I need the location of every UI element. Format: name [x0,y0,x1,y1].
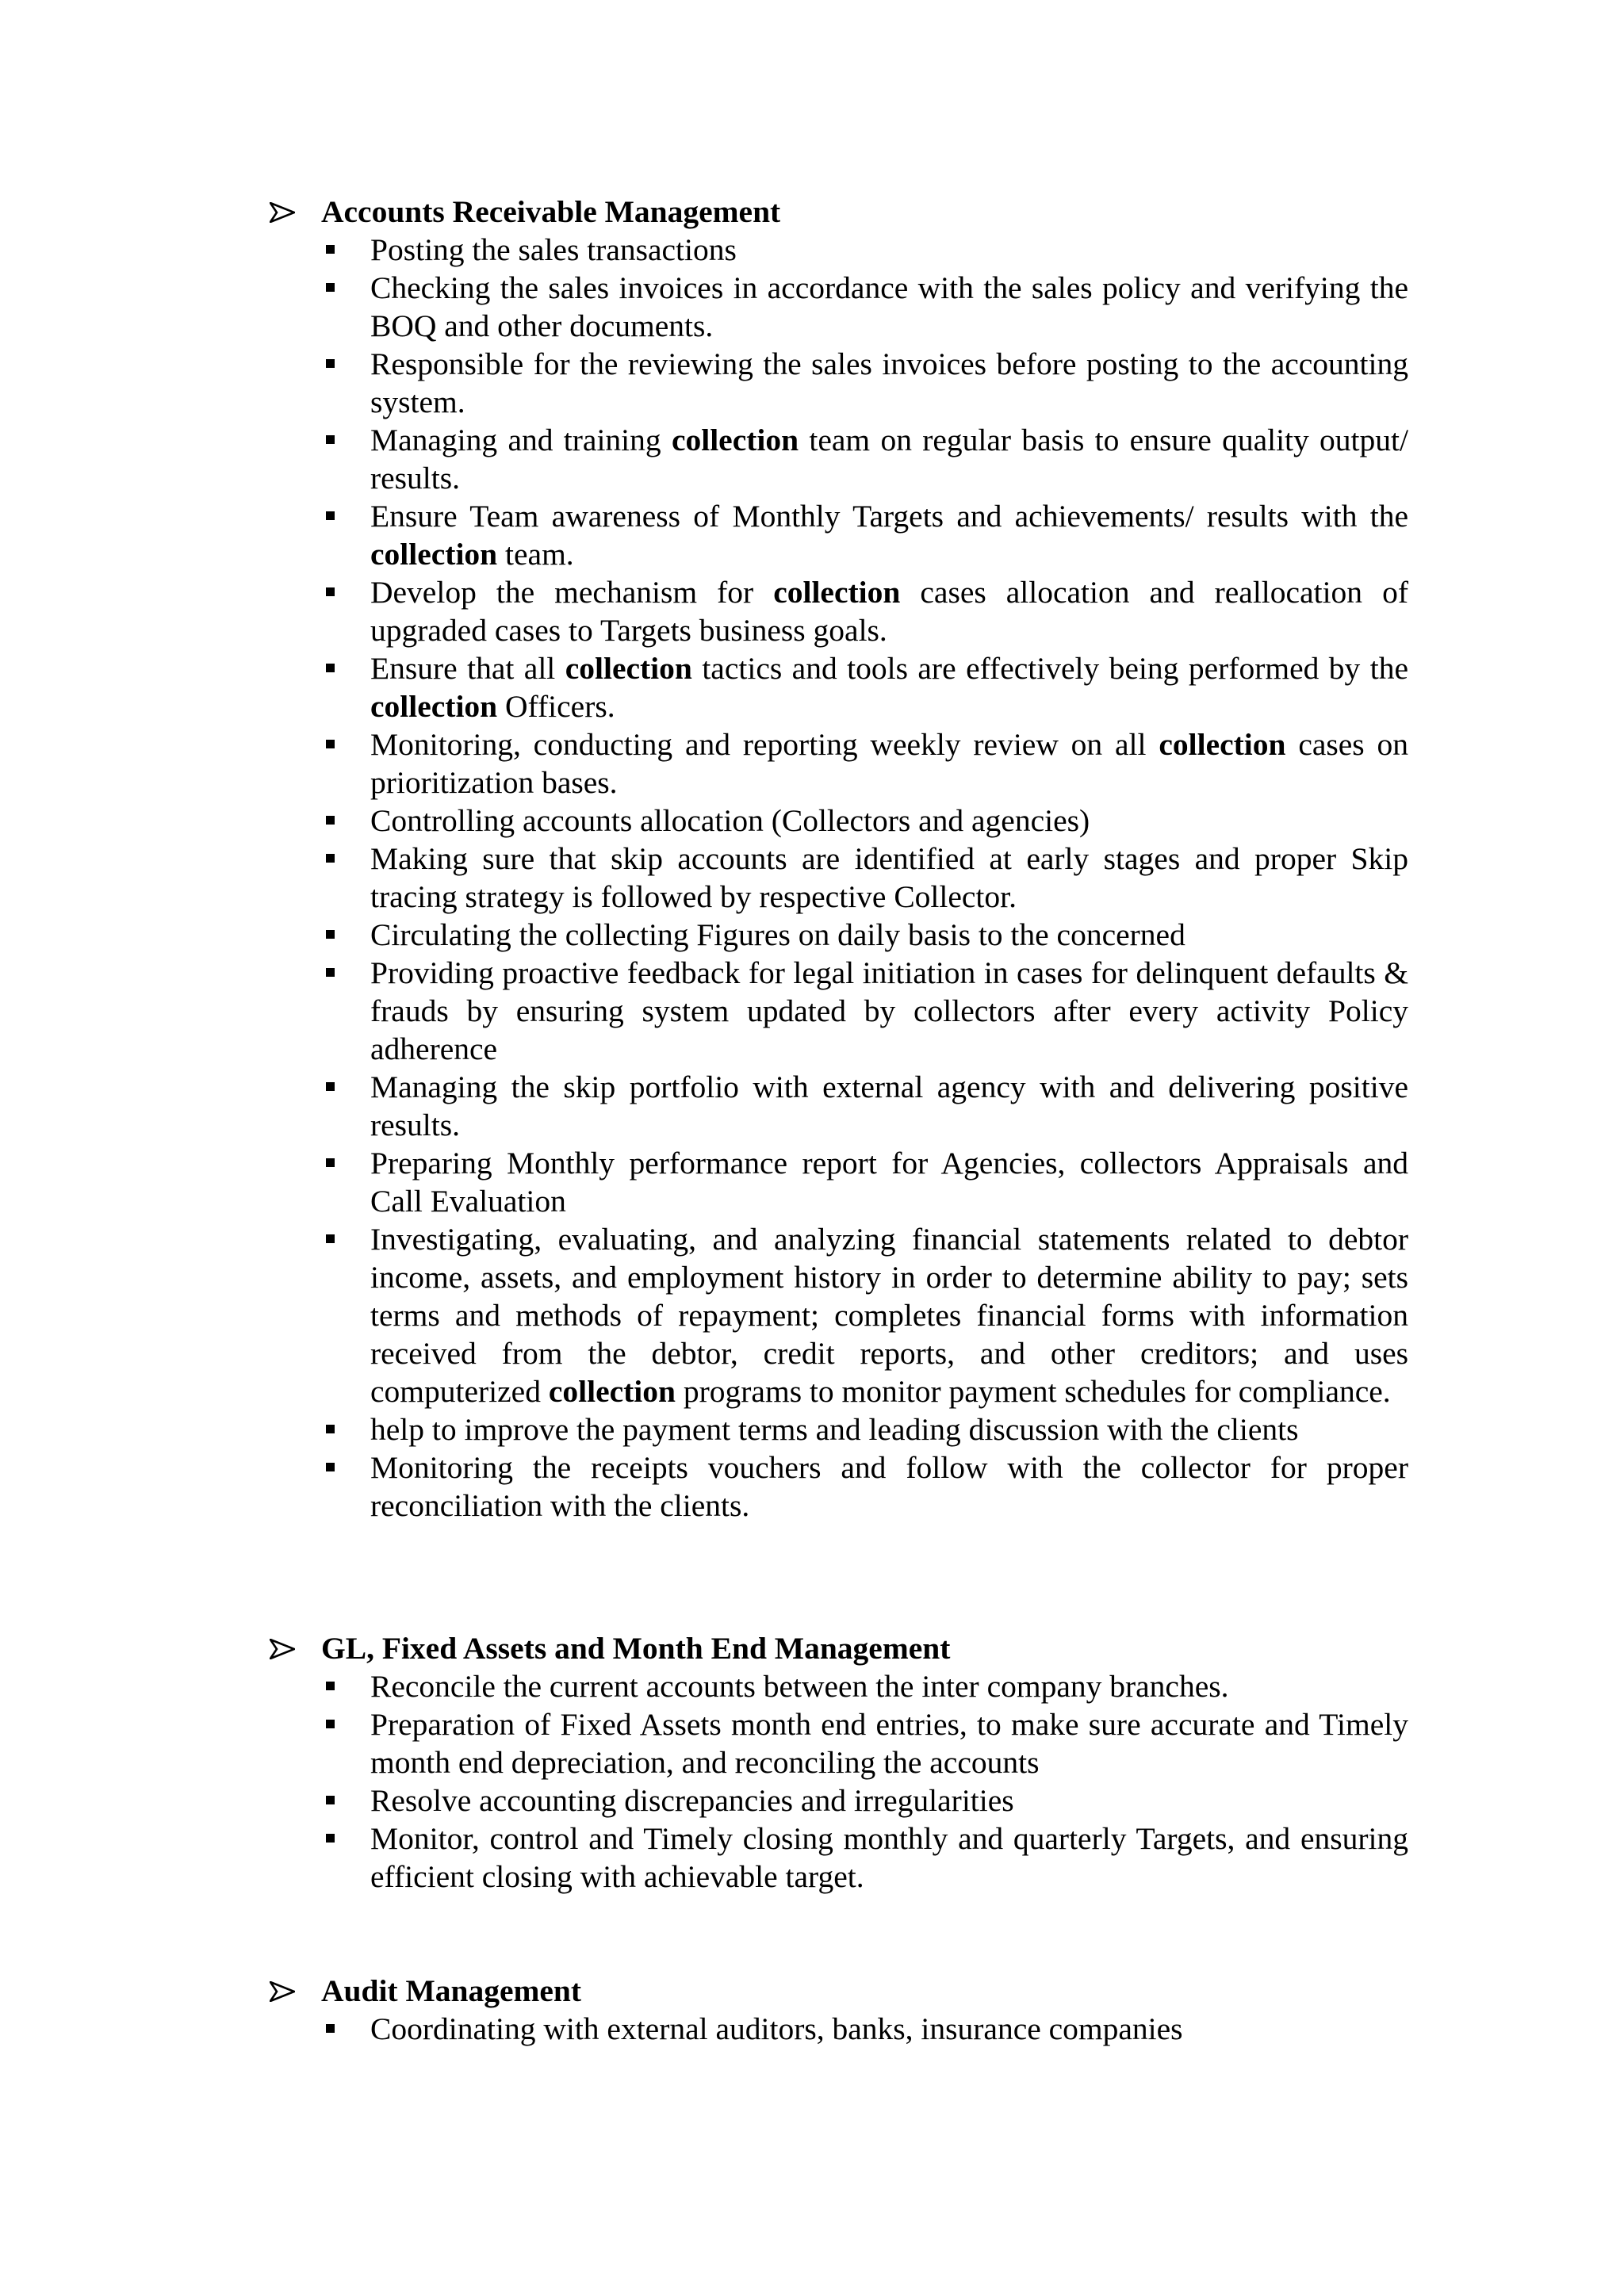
item-text: Posting the sales transactions [370,232,737,267]
item-text: Circulating the collecting Figures on daily basis to the concerned [370,917,1185,952]
square-bullet-icon [326,1158,335,1167]
bold-term: collection [370,689,498,724]
square-bullet-icon [326,854,335,863]
item-text: Managing the skip portfolio with external agency with and delivering positive results. [370,1070,1408,1142]
section-heading [270,1972,1408,2010]
list-item [270,1410,1408,1448]
item-text: Providing proactive feedback for legal initiation in cases for delinquent defaults & frauds by ensuring system updated by collectors after every activity Policy adherence [370,955,1408,1066]
list-item [270,421,1408,497]
bold-term: collection [773,575,901,610]
list-item [270,1667,1408,1705]
bold-term: collection [565,651,692,686]
list-item [270,1448,1408,1525]
section-heading-text: GL, Fixed Assets and Month End Management [321,1631,951,1666]
item-text: tactics and tools are effectively being performed by the [691,651,1408,686]
bold-term: collection [1159,727,1286,762]
item-text: Preparation of Fixed Assets month end entries, to make sure accurate and Timely month end depreciation, and reconciling the accounts [370,1707,1408,1780]
list-item [270,1068,1408,1144]
square-bullet-icon [326,1082,335,1091]
list-item [270,649,1408,725]
item-text: Monitor, control and Timely closing monthly and quarterly Targets, and ensuring efficient closing with achievable target. [370,1821,1408,1894]
square-bullet-icon [326,359,335,368]
list-item [270,1781,1408,1820]
list-item [270,802,1408,840]
square-bullet-icon [326,1463,335,1471]
list-item [270,497,1408,573]
list-item [270,231,1408,269]
list-item [270,725,1408,802]
item-text: Investigating, evaluating, and analyzing financial statements related to debtor income, assets, and employment history in order to determine ability to pay; sets terms and methods of repayment; completes financial forms with information received from the debtor, credit reports, and other creditors; and uses computerized [370,1222,1408,1409]
list-item [270,1144,1408,1220]
list-item [270,1705,1408,1781]
section-heading [270,193,1408,231]
section-heading [270,1629,1408,1667]
arrow-bullet-icon [270,202,295,223]
arrow-bullet-icon [270,1981,295,2002]
square-bullet-icon [326,1425,335,1433]
item-text: Coordinating with external auditors, banks, insurance companies [370,2011,1183,2046]
item-text: Preparing Monthly performance report for Agencies, collectors Appraisals and Call Evaluation [370,1146,1408,1219]
item-text: cases on prioritization bases. [370,727,1409,800]
list-item [270,2010,1408,2048]
list-item [270,345,1408,421]
bullet-list [270,2010,1408,2048]
item-text: Monitoring the receipts vouchers and follow with the collector for proper reconciliation with the clients. [370,1450,1408,1523]
bullet-list [270,231,1408,1525]
square-bullet-icon [326,930,335,939]
square-bullet-icon [326,816,335,825]
square-bullet-icon [326,2024,335,2033]
square-bullet-icon [326,1682,335,1690]
list-item [270,916,1408,954]
square-bullet-icon [326,1234,335,1243]
item-text: Managing and training [370,423,672,457]
item-text: Develop the mechanism for [370,575,774,610]
square-bullet-icon [326,283,335,292]
item-text: cases allocation and reallocation of upgraded cases to Targets business goals. [370,575,1408,648]
section-audit-management [270,1972,1408,2048]
square-bullet-icon [326,511,335,520]
arrow-bullet-icon [270,1639,295,1659]
item-text: team on regular basis to ensure quality output/ results. [370,423,1408,496]
item-text: Resolve accounting discrepancies and irregularities [370,1783,1014,1818]
square-bullet-icon [326,587,335,596]
item-text: Controlling accounts allocation (Collectors and agencies) [370,803,1090,838]
item-text: programs to monitor payment schedules for compliance. [676,1374,1391,1409]
section-accounts-receivable [270,193,1408,1525]
square-bullet-icon [326,245,335,254]
item-text: Ensure that all [370,651,565,686]
list-item [270,840,1408,916]
item-text: Checking the sales invoices in accordance with the sales policy and verifying the BOQ and other documents. [370,270,1408,343]
bold-term: collection [671,423,799,457]
list-item [270,1820,1408,1896]
item-text: help to improve the payment terms and leading discussion with the clients [370,1412,1299,1447]
item-text: Monitoring, conducting and reporting weekly review on all [370,727,1159,762]
item-text: Making sure that skip accounts are identified at early stages and proper Skip tracing strategy is followed by respective Collector. [370,841,1408,914]
item-text: Reconcile the current accounts between the inter company branches. [370,1669,1229,1704]
square-bullet-icon [326,664,335,672]
bold-term: collection [370,537,498,572]
list-item [270,269,1408,345]
item-text: Officers. [497,689,615,724]
section-gl-fixed-assets [270,1629,1408,1896]
item-text: Ensure Team awareness of Monthly Targets and achievements/ results with the [370,499,1408,534]
square-bullet-icon [326,740,335,748]
square-bullet-icon [326,435,335,444]
item-text: team. [497,537,574,572]
bold-term: collection [548,1374,676,1409]
section-heading-text: Accounts Receivable Management [321,194,781,229]
square-bullet-icon [326,1796,335,1804]
square-bullet-icon [326,1720,335,1728]
list-item [270,954,1408,1068]
list-item [270,1220,1408,1410]
square-bullet-icon [326,968,335,977]
square-bullet-icon [326,1834,335,1843]
item-text: Responsible for the reviewing the sales invoices before posting to the accounting system. [370,346,1408,419]
list-item [270,573,1408,649]
section-heading-text: Audit Management [321,1973,582,2008]
bullet-list [270,1667,1408,1896]
